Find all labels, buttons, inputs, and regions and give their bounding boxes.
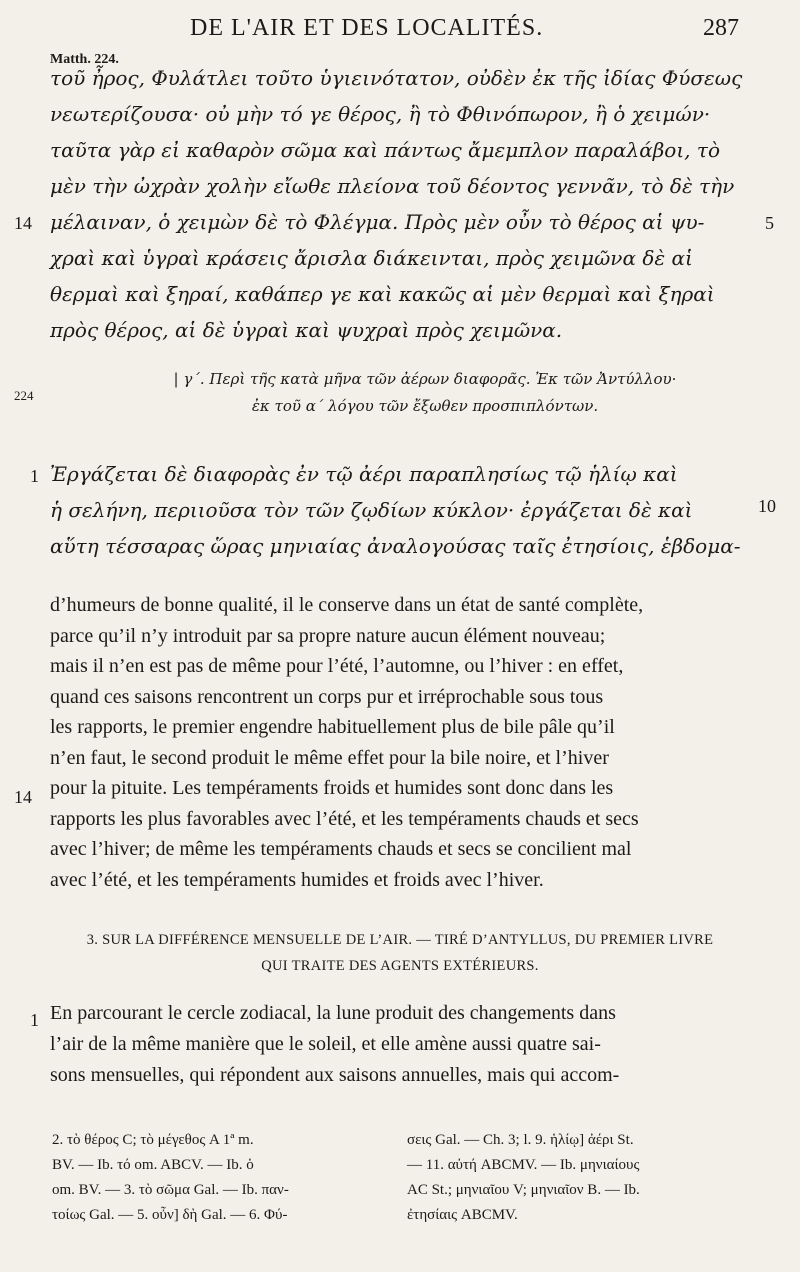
greek-line: αὕτη τέσσαρας ὥρας μηνιαίας ἀναλογούσας ταῖς ἐτησίοις, ἑβδομα- xyxy=(50,534,741,558)
greek-paragraph-2 xyxy=(50,456,755,564)
greek-line: μὲν τὴν ὠχρὰν χολὴν εἴωθε πλείονα τοῦ δέοντος γεννᾶν, τὸ δὲ τὴν xyxy=(50,174,735,198)
note-line: AC St.; μηνιαῖου V; μηνιαῖον B. — Ib. xyxy=(407,1182,640,1198)
greek-heading-line: | γ΄. Περὶ τῆς κατὰ μῆνα τῶν ἀέρων διαφορᾶς. Ἐκ τῶν Ἀντύλλου· xyxy=(173,370,677,388)
french-heading-line: 3. SUR LA DIFFÉRENCE MENSUELLE DE L’AIR. — TIRÉ D’ANTYLLUS, DU PREMIER LIVRE xyxy=(86,932,714,948)
note-line: — 11. αὐτή ABCMV. — Ib. μηνιαίους xyxy=(407,1157,640,1173)
greek-line: νεωτερίζουσα· οὐ μὴν τό γε θέρος, ἢ τὸ Φθινόπωρον, ἢ ὁ χειμών· xyxy=(50,102,711,126)
margin-line-number: 14 xyxy=(14,787,32,807)
margin-line-number: 14 xyxy=(14,213,32,233)
french-paragraph-1 xyxy=(50,590,750,895)
french-line: En parcourant le cercle zodiacal, la lune produit des changements dans xyxy=(50,1002,616,1024)
greek-paragraph-1 xyxy=(50,60,755,348)
french-line: mais il n’en est pas de même pour l’été, l’automne, ou l’hiver : en effet, xyxy=(50,655,624,677)
french-line: avec l’hiver; de même les tempéraments chauds et secs se concilient mal xyxy=(50,838,632,860)
note-line: τοίως Gal. — 5. οὖν] δὴ Gal. — 6. Φύ- xyxy=(52,1207,288,1223)
french-line: d’humeurs de bonne qualité, il le conserve dans un état de santé complète, xyxy=(50,594,644,616)
greek-line: μέλαιναν, ὁ χειμὼν δὲ τὸ Φλέγμα. Πρὸς μὲν οὖν τὸ θέρος αἱ ψυ- xyxy=(50,210,705,234)
french-chapter-heading xyxy=(50,927,750,979)
note-line: om. BV. — 3. τὸ σῶμα Gal. — Ib. παν- xyxy=(52,1182,289,1198)
manuscript-reference: Matth. 224. xyxy=(50,52,119,67)
greek-line: χραὶ καὶ ὑγραὶ κράσεις ἄρισλα διάκεινται, πρὸς χειμῶνα δὲ αἱ xyxy=(50,246,693,270)
french-line: avec l’été, et les tempéraments humides et froids avec l’hiver. xyxy=(50,868,544,891)
greek-line: τοῦ ἦρος, Φυλάτλει τοῦτο ὑγιεινότατον, οὐδὲν ἐκ τῆς ἰδίας Φύσεως xyxy=(50,66,743,90)
french-line: quand ces saisons rencontrent un corps pur et irréprochable sous tous xyxy=(50,685,604,708)
note-line: 2. τὸ θέρος C; τὸ μέγεθος A 1ª m. xyxy=(52,1132,254,1148)
greek-chapter-heading xyxy=(95,366,755,420)
greek-line: θερμαὶ καὶ ξηραί, καθάπερ γε καὶ κακῶς αἱ μὲν θερμαὶ καὶ ξηραὶ xyxy=(50,282,715,306)
greek-heading-line: ἐκ τοῦ α΄ λόγου τῶν ἔξωθεν προσπιπλόντων. xyxy=(251,397,599,415)
margin-line-number: 1 xyxy=(30,1010,39,1030)
note-line: BV. — Ib. τό om. ABCV. — Ib. ὁ xyxy=(52,1157,254,1173)
apparatus-notes-right xyxy=(407,1128,755,1228)
margin-line-number: 5 xyxy=(765,213,774,233)
french-line: pour la pituite. Les tempéraments froids et humides sont donc dans les xyxy=(50,777,614,799)
margin-page-ref: 224 xyxy=(14,388,34,403)
french-line: les rapports, le premier engendre habituellement plus de bile pâle qu’il xyxy=(50,716,615,738)
french-line: n’en faut, le second produit le même effet pour la bile noire, et l’hiver xyxy=(50,746,609,769)
apparatus-notes-left xyxy=(52,1128,394,1228)
running-head-title: DE L'AIR ET DES LOCALITÉS. xyxy=(190,15,544,41)
note-line: σεις Gal. — Ch. 3; l. 9. ἡλίῳ] ἀέρι St. xyxy=(407,1132,634,1148)
margin-line-number: 1 xyxy=(30,466,39,486)
margin-line-number: 10 xyxy=(758,496,776,516)
french-paragraph-2 xyxy=(50,998,750,1091)
greek-line: πρὸς θέρος, αἱ δὲ ὑγραὶ καὶ ψυχραὶ πρὸς χειμῶνα. xyxy=(50,318,563,342)
french-line: l’air de la même manière que le soleil, et elle amène aussi quatre sai- xyxy=(50,1033,601,1055)
french-line: parce qu’il n’y introduit par sa propre nature aucun élément nouveau; xyxy=(50,624,606,647)
french-line: sons mensuelles, qui répondent aux saisons annuelles, mais qui accom- xyxy=(50,1064,620,1086)
note-line: ἐτησίαις ABCMV. xyxy=(407,1207,518,1223)
page-number: 287 xyxy=(703,15,739,41)
french-heading-line: QUI TRAITE DES AGENTS EXTÉRIEURS. xyxy=(261,958,539,974)
greek-line: Ἐργάζεται δὲ διαφορὰς ἐν τῷ ἀέρι παραπλησίως τῷ ἡλίῳ καὶ xyxy=(50,462,678,486)
greek-line: ταῦτα γὰρ εἰ καθαρὸν σῶμα καὶ πάντως ἄμεμπλον παραλάβοι, τὸ xyxy=(50,138,720,162)
french-line: rapports les plus favorables avec l’été, et les tempéraments chauds et secs xyxy=(50,807,639,830)
greek-line: ἡ σελήνη, περιιοῦσα τὸν τῶν ζῳδίων κύκλον· ἐργάζεται δὲ καὶ xyxy=(50,498,693,522)
